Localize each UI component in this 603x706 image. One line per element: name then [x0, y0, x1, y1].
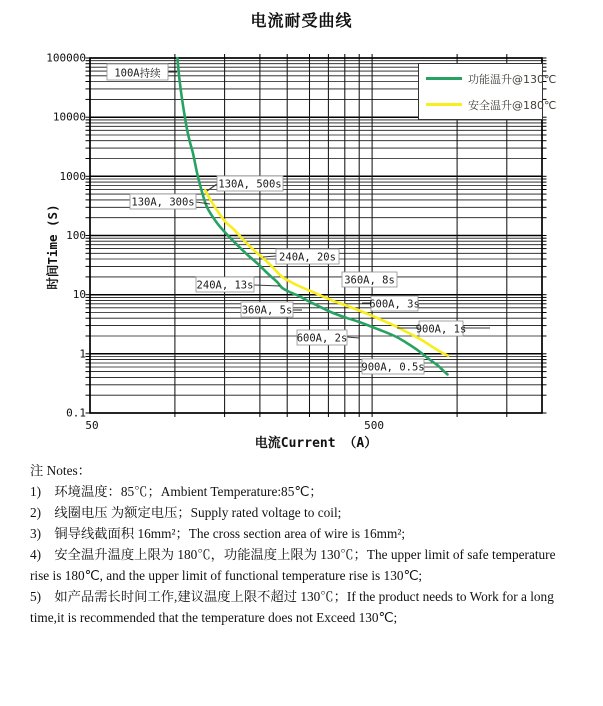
- notes-block: [30, 460, 590, 628]
- notes-heading: 注 Notes：: [30, 463, 91, 478]
- svg-text:360A, 8s: 360A, 8s: [344, 274, 395, 287]
- svg-text:240A, 20s: 240A, 20s: [279, 251, 336, 264]
- y-tick-label: 1000: [59, 169, 86, 183]
- annotation-4: [196, 277, 280, 292]
- legend-label-safety: 安全温升@180℃: [468, 98, 557, 112]
- note-line-4a: 4) 安全温升温度上限为 180℃，功能温度上限为 130℃；The upper limit of safe temperature: [30, 547, 556, 562]
- y-tick-label: 1: [79, 347, 86, 361]
- note-line-1: 1) 环境温度：85℃；Ambient Temperature:85℃；: [30, 484, 323, 499]
- chart-title: 电流耐受曲线: [250, 13, 353, 30]
- note-line-3: 3) 铜导线截面积 16mm²；The cross section area of wire is 16mm²;: [30, 526, 406, 541]
- note-line-5b: time,it is recommended that the temperature does not Exceed 130℃;: [30, 610, 398, 625]
- legend-line-yellow: [426, 103, 462, 106]
- annotation-5: [342, 272, 397, 287]
- y-axis-label: 时间Time (S): [45, 204, 60, 290]
- svg-text:600A, 3s: 600A, 3s: [369, 298, 420, 311]
- svg-text:130A, 300s: 130A, 300s: [131, 196, 195, 209]
- annotation-7: [241, 302, 302, 317]
- legend-label-functional: 功能温升@130℃: [468, 72, 557, 86]
- y-tick-label: 10000: [52, 110, 86, 124]
- annotation-6: [362, 296, 420, 311]
- annotation-9: [297, 330, 359, 345]
- annotation-10: [361, 359, 424, 374]
- y-tick-label: 100000: [46, 51, 86, 65]
- legend: [418, 63, 557, 120]
- x-tick-label: 500: [364, 419, 385, 432]
- note-line-2: 2) 线圈电压 为额定电压；Supply rated voltage to coil;: [30, 505, 342, 520]
- annotation-1: [207, 176, 283, 191]
- svg-text:360A, 5s: 360A, 5s: [241, 304, 293, 317]
- svg-text:900A, 1s: 900A, 1s: [415, 323, 467, 336]
- x-axis-label: 电流Current （A）: [254, 436, 378, 451]
- svg-text:100A持续: 100A持续: [114, 67, 161, 80]
- annotation-0: [107, 64, 177, 80]
- svg-text:900A, 0.5s: 900A, 0.5s: [361, 361, 425, 374]
- legend-line-green: [426, 77, 462, 80]
- annotation-2: [130, 194, 210, 209]
- svg-text:130A, 500s: 130A, 500s: [218, 178, 282, 191]
- note-line-4b: rise is 180℃, and the upper limit of functional temperature rise is 130℃;: [30, 568, 423, 583]
- series-0: [177, 58, 447, 374]
- annotation-3: [263, 249, 339, 264]
- y-tick-label: 100: [66, 229, 86, 242]
- y-tick-label: 0.1: [66, 406, 86, 420]
- svg-text:600A, 2s: 600A, 2s: [296, 332, 348, 345]
- legend-item-functional-rise: [426, 71, 557, 87]
- x-tick-label: 50: [85, 419, 99, 432]
- legend-item-safety-rise: [426, 97, 557, 113]
- svg-text:240A, 13s: 240A, 13s: [196, 279, 254, 292]
- y-tick-label: 10: [72, 288, 86, 302]
- note-line-5a: 5) 如产品需长时间工作,建议温度上限不超过 130℃；If the product needs to Work for a long: [30, 589, 554, 604]
